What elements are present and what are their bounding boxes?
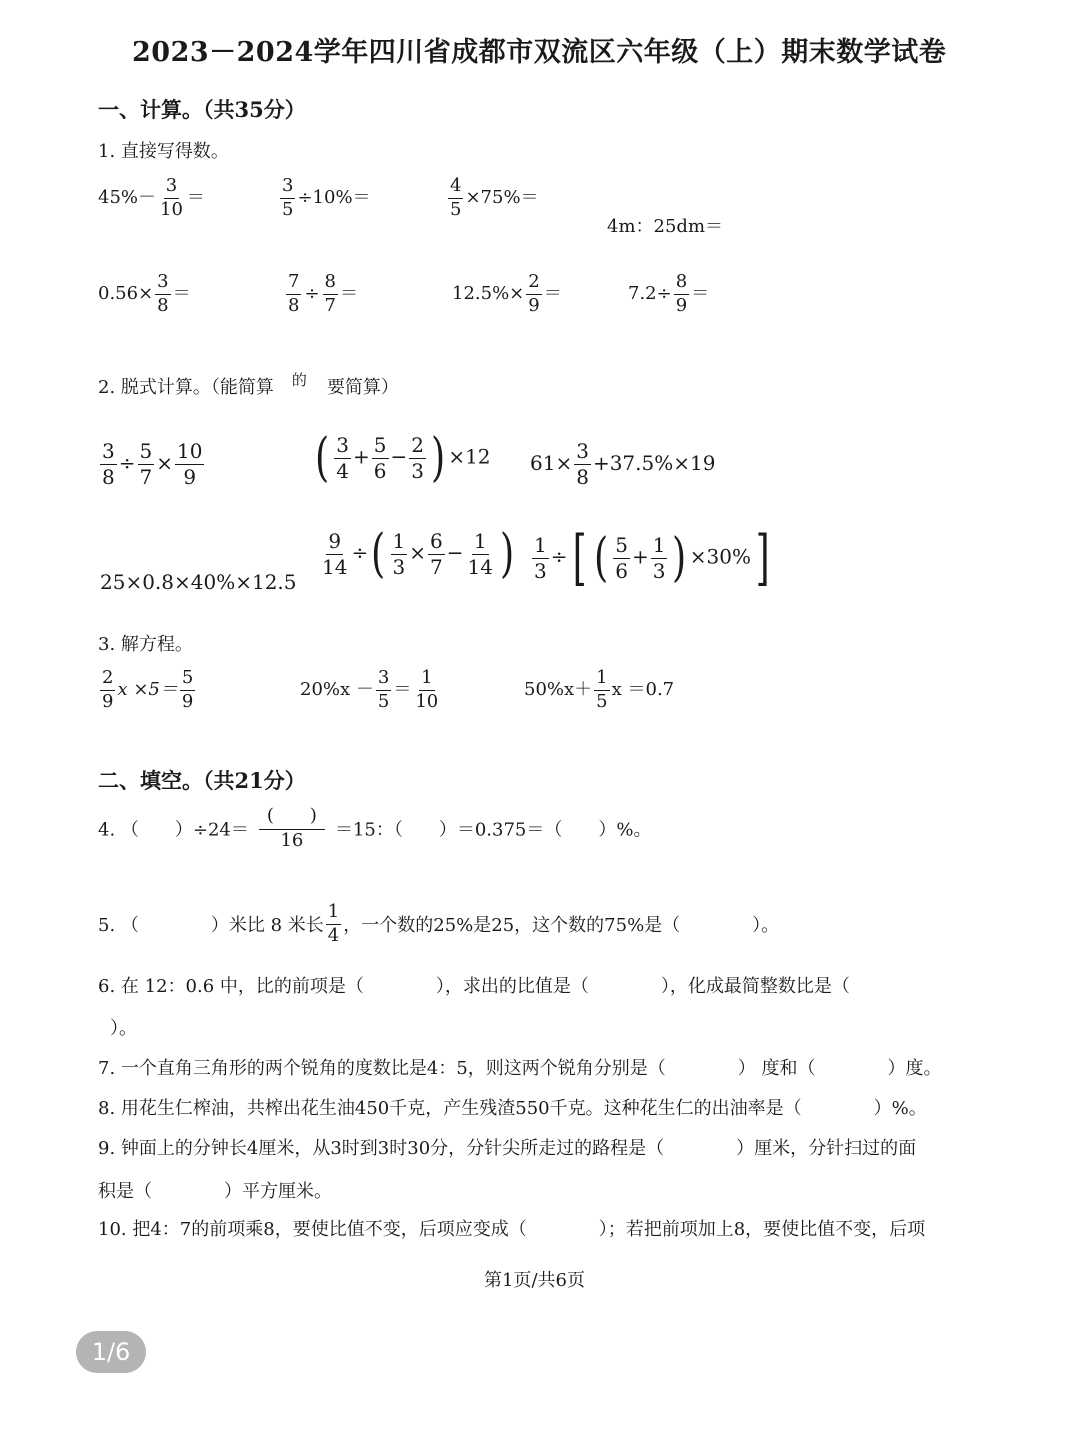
q1-r2-a-pre: 0.56× [98, 283, 154, 305]
fraction: $\frac{2}{9}$ [102, 667, 114, 712]
equals: ＝ [340, 283, 358, 305]
fraction: $\frac{1}{5}$ [596, 667, 608, 712]
left-paren: ( [593, 528, 609, 588]
operator: ÷ [550, 544, 568, 569]
q3-eq-3 [524, 668, 674, 712]
q2-expr-2 [312, 428, 491, 488]
operator: ÷ [351, 540, 369, 565]
q3-eq1-mid: x ×5＝ [117, 679, 178, 701]
fraction: $\frac{( )}{16}$ [259, 806, 325, 851]
fraction: $\frac{2}{9}$ [528, 271, 540, 316]
operator: + [353, 444, 370, 469]
fraction: $\frac{2}{3}$ [411, 432, 425, 483]
q8: 8. 用花生仁榨油，共榨出花生油450千克，产生残渣550千克。这种花生仁的出油率是（ ）%。 [98, 1098, 927, 1119]
section-1-heading: 一、计算。（共35分） [98, 97, 306, 122]
equals: ＝ [691, 283, 710, 305]
q2-expr-5 [318, 524, 517, 584]
fraction: $\frac{1}{14}$ [467, 528, 493, 579]
q3-eq-2 [300, 668, 442, 712]
q1-r2-item-b [284, 272, 358, 316]
equals: ＝ [172, 283, 191, 305]
q4-part-a: 4. （ ）÷24＝ [98, 819, 249, 841]
q2-label-b: 要简算） [326, 377, 399, 398]
q1-r1-c-post: ×75%＝ [465, 187, 539, 209]
q3-eq2-pre: 20%x － [300, 679, 374, 701]
equals: ＝ [543, 283, 562, 305]
fraction: $\frac{3}{5}$ [282, 175, 294, 220]
fraction: $\frac{9}{14}$ [322, 528, 348, 579]
q2-expr-4: 25×0.8×40%×12.5 [100, 570, 297, 594]
fraction: $\frac{3}{8}$ [102, 439, 115, 489]
fraction: $\frac{3}{10}$ [160, 175, 183, 220]
q5-part-a: 5. （ ）米比 8 米长 [98, 915, 324, 937]
q6-line-1: 6. 在 12：0.6 中，比的前项是（ ），求出的比值是（ ），化成最简整数比是（ [98, 976, 850, 997]
q2-label-mid: 的 [291, 371, 307, 389]
operator: − [390, 444, 408, 469]
q3-label: 3. 解方程。 [98, 634, 193, 655]
q5-part-b: ，一个数的25%是25，这个数的75%是（ ）。 [343, 915, 780, 937]
q2-e2-post: ×12 [448, 444, 491, 469]
q5 [98, 902, 779, 946]
left-paren: ( [371, 524, 386, 584]
q1-r1-a-pre: 45%－ [98, 187, 157, 209]
operator: × [156, 451, 173, 475]
q3-eq3-pre: 50%x＋ [524, 679, 593, 701]
fraction: $\frac{1}{3}$ [392, 528, 406, 579]
fraction: $\frac{1}{3}$ [534, 532, 547, 583]
right-paren: ) [500, 524, 515, 584]
q4-part-b: ＝15：（ ）＝0.375＝（ ）%。 [334, 819, 652, 841]
fraction: $\frac{5}{7}$ [139, 439, 153, 489]
fraction: $\frac{1}{4}$ [327, 901, 340, 946]
fraction: $\frac{7}{8}$ [288, 271, 300, 316]
right-paren: ) [431, 428, 446, 488]
q7: 7. 一个直角三角形的两个锐角的度数比是4：5，则这两个锐角分别是（ ） 度和（ ）度。 [98, 1058, 942, 1079]
q2-e3-post: +37.5%×19 [592, 451, 716, 475]
q1-r1-item-a [98, 176, 205, 220]
q2-e3-pre: 61× [530, 451, 573, 475]
left-paren: ( [315, 428, 330, 488]
fraction: $\frac{3}{8}$ [157, 271, 169, 316]
right-bracket: ] [755, 523, 770, 593]
q3-eq3-post: x ＝0.7 [611, 679, 675, 701]
q1-r1-item-d: 4m：25dm＝ [607, 216, 724, 237]
q1-r1-item-b [278, 176, 371, 220]
fraction: $\frac{5}{9}$ [181, 667, 194, 712]
q3-eq-1 [98, 668, 197, 712]
section-2-heading: 二、填空。（共21分） [98, 768, 306, 793]
q1-r1-b-post: ÷10%＝ [297, 187, 371, 209]
q2-expr-1 [98, 440, 206, 489]
q1-r2-item-a [98, 272, 191, 316]
q2-expr-3 [530, 440, 715, 489]
operator: ÷ [304, 283, 320, 305]
equals: ＝ [186, 187, 205, 209]
q1-r2-d-pre: 7.2÷ [628, 283, 672, 305]
q9-line-1: 9. 钟面上的分钟长4厘米，从3时到3时30分，分针尖所走过的路程是（ ）厘米，分针扫过的面 [98, 1138, 917, 1159]
fraction: $\frac{3}{8}$ [576, 439, 589, 489]
fraction: $\frac{4}{5}$ [450, 175, 462, 220]
q2-label-a: 2. 脱式计算。（能简算 [98, 377, 274, 398]
operator: ÷ [118, 451, 136, 475]
fraction: $\frac{6}{7}$ [430, 528, 443, 579]
q4 [98, 806, 651, 851]
fraction: $\frac{3}{5}$ [377, 667, 390, 712]
exam-title: 2023－2024学年四川省成都市双流区六年级（上）期末数学试卷 [132, 37, 947, 68]
fraction: $\frac{8}{9}$ [675, 271, 688, 316]
left-bracket: [ [572, 523, 587, 593]
fraction: $\frac{8}{7}$ [324, 271, 336, 316]
q1-r2-c-pre: 12.5%× [452, 283, 525, 305]
q1-r1-item-c [446, 176, 539, 220]
right-paren: ) [672, 528, 687, 588]
q2-label [98, 373, 399, 399]
q1-r2-item-d [628, 272, 709, 316]
fraction: $\frac{3}{4}$ [336, 432, 350, 483]
operator: × [409, 540, 427, 565]
q2-e6-post: ×30% [689, 544, 751, 569]
fraction: $\frac{5}{6}$ [615, 532, 628, 583]
q6-line-2: ）。 [110, 1018, 137, 1039]
fraction: $\frac{1}{3}$ [652, 532, 666, 583]
q1-label: 1. 直接写得数。 [98, 141, 229, 162]
page-indicator-badge[interactable]: 1/6 [76, 1331, 146, 1373]
fraction: $\frac{10}{9}$ [177, 439, 203, 489]
q10: 10. 把4：7的前项乘8，要使比值不变，后项应变成（ ）；若把前项加上8，要使比值不变，后项 [98, 1219, 926, 1240]
q1-r2-item-c [452, 272, 562, 316]
operator: − [446, 540, 464, 565]
operator: + [631, 544, 649, 569]
q9-line-2: 积是（ ）平方厘米。 [98, 1181, 332, 1202]
equals: ＝ [393, 679, 412, 701]
page-footer: 第1页/共6页 [484, 1270, 585, 1291]
q2-expr-6 [530, 523, 774, 593]
fraction: $\frac{1}{10}$ [415, 667, 439, 712]
fraction: $\frac{5}{6}$ [373, 432, 387, 483]
